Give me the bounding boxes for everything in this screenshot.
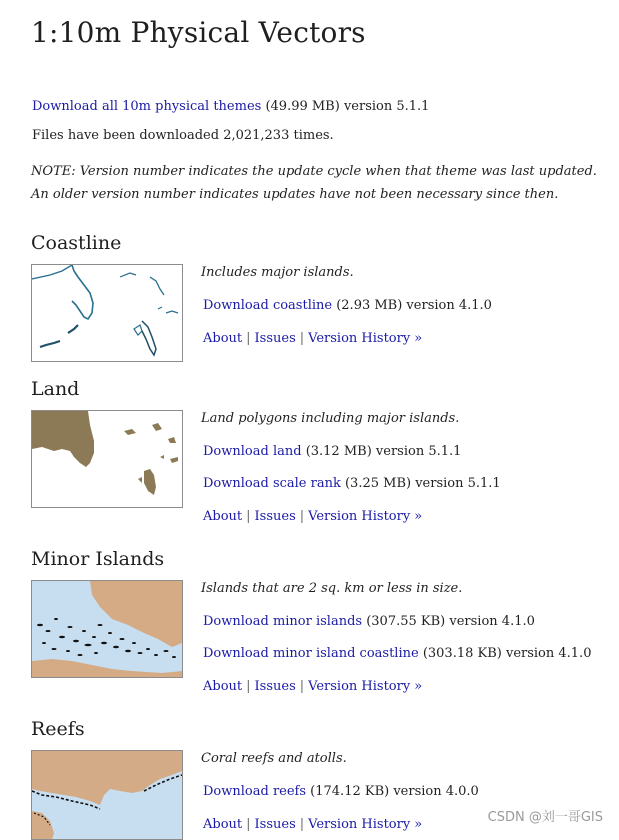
section-title-land: Land	[31, 378, 80, 400]
separator: |	[299, 817, 305, 832]
download-coastline-link[interactable]: Download coastline	[203, 298, 333, 313]
download-all-meta: (49.99 MB) version 5.1.1	[265, 99, 430, 114]
minor-islands-download-meta: (307.55 KB) version 4.1.0	[366, 614, 535, 629]
coastline-map-image	[32, 265, 182, 361]
page-title: 1:10m Physical Vectors	[31, 16, 366, 49]
coastline-about-link[interactable]: About	[203, 331, 243, 346]
coastline-download-meta: (2.93 MB) version 4.1.0	[336, 298, 492, 313]
separator: |	[246, 679, 251, 694]
coastline-version-history-link[interactable]: Version History »	[308, 331, 423, 346]
land-download-row	[203, 444, 461, 459]
section-title-reefs: Reefs	[31, 718, 85, 740]
minor-islands-thumbnail[interactable]	[31, 580, 183, 678]
minor-islands-info-links	[203, 679, 422, 694]
minor-islands-issues-link[interactable]: Issues	[254, 679, 296, 694]
version-note: NOTE: Version number indicates the update cycle when that theme was last updated. An older version number indicates updates have not been necessary since then.	[31, 164, 597, 202]
reefs-download-row	[203, 784, 479, 799]
separator: |	[246, 817, 251, 832]
minor-islands-description: Islands that are 2 sq. km or less in size.	[201, 581, 463, 596]
land-description: Land polygons including major islands.	[201, 411, 460, 426]
reefs-version-history-link[interactable]: Version History »	[308, 817, 423, 832]
minor-islands-map-image	[32, 581, 182, 677]
land-about-link[interactable]: About	[203, 509, 243, 524]
download-minor-islands-link[interactable]: Download minor islands	[203, 614, 363, 629]
coastline-thumbnail[interactable]	[31, 264, 183, 362]
scale-rank-download-row	[203, 476, 501, 491]
download-all-row	[32, 98, 429, 115]
minor-islands-about-link[interactable]: About	[203, 679, 243, 694]
land-issues-link[interactable]: Issues	[254, 509, 296, 524]
download-count: Files have been downloaded 2,021,233 times.	[32, 128, 334, 143]
download-scale-rank-link[interactable]: Download scale rank	[203, 476, 341, 491]
reefs-description: Coral reefs and atolls.	[201, 751, 347, 766]
minor-island-coastline-download-row	[203, 646, 591, 661]
coastline-download-row	[203, 298, 492, 313]
minor-islands-download-row	[203, 614, 535, 629]
separator: |	[299, 509, 305, 524]
land-map-image	[32, 411, 182, 507]
separator: |	[299, 679, 305, 694]
section-title-minor-islands: Minor Islands	[31, 548, 165, 570]
minor-island-coastline-download-meta: (303.18 KB) version 4.1.0	[422, 646, 592, 661]
coastline-description: Includes major islands.	[201, 265, 354, 280]
download-all-link[interactable]: Download all 10m physical themes	[32, 99, 262, 114]
download-reefs-link[interactable]: Download reefs	[203, 784, 307, 799]
reefs-issues-link[interactable]: Issues	[254, 817, 296, 832]
reefs-map-image	[32, 751, 182, 840]
land-thumbnail[interactable]	[31, 410, 183, 508]
land-info-links	[203, 509, 422, 524]
separator: |	[246, 509, 251, 524]
reefs-thumbnail[interactable]	[31, 750, 183, 840]
reefs-download-meta: (174.12 KB) version 4.0.0	[310, 784, 479, 799]
land-download-meta: (3.12 MB) version 5.1.1	[305, 444, 462, 459]
coastline-issues-link[interactable]: Issues	[254, 331, 296, 346]
download-land-link[interactable]: Download land	[203, 444, 302, 459]
reefs-info-links	[203, 817, 422, 832]
download-minor-island-coastline-link[interactable]: Download minor island coastline	[203, 646, 419, 661]
scale-rank-download-meta: (3.25 MB) version 5.1.1	[344, 476, 501, 491]
minor-islands-version-history-link[interactable]: Version History »	[308, 679, 423, 694]
separator: |	[299, 331, 305, 346]
coastline-info-links	[203, 331, 422, 346]
reefs-about-link[interactable]: About	[203, 817, 243, 832]
land-version-history-link[interactable]: Version History »	[308, 509, 423, 524]
separator: |	[246, 331, 251, 346]
csdn-watermark: CSDN @刘一哥GIS	[487, 810, 603, 825]
section-title-coastline: Coastline	[31, 232, 122, 254]
